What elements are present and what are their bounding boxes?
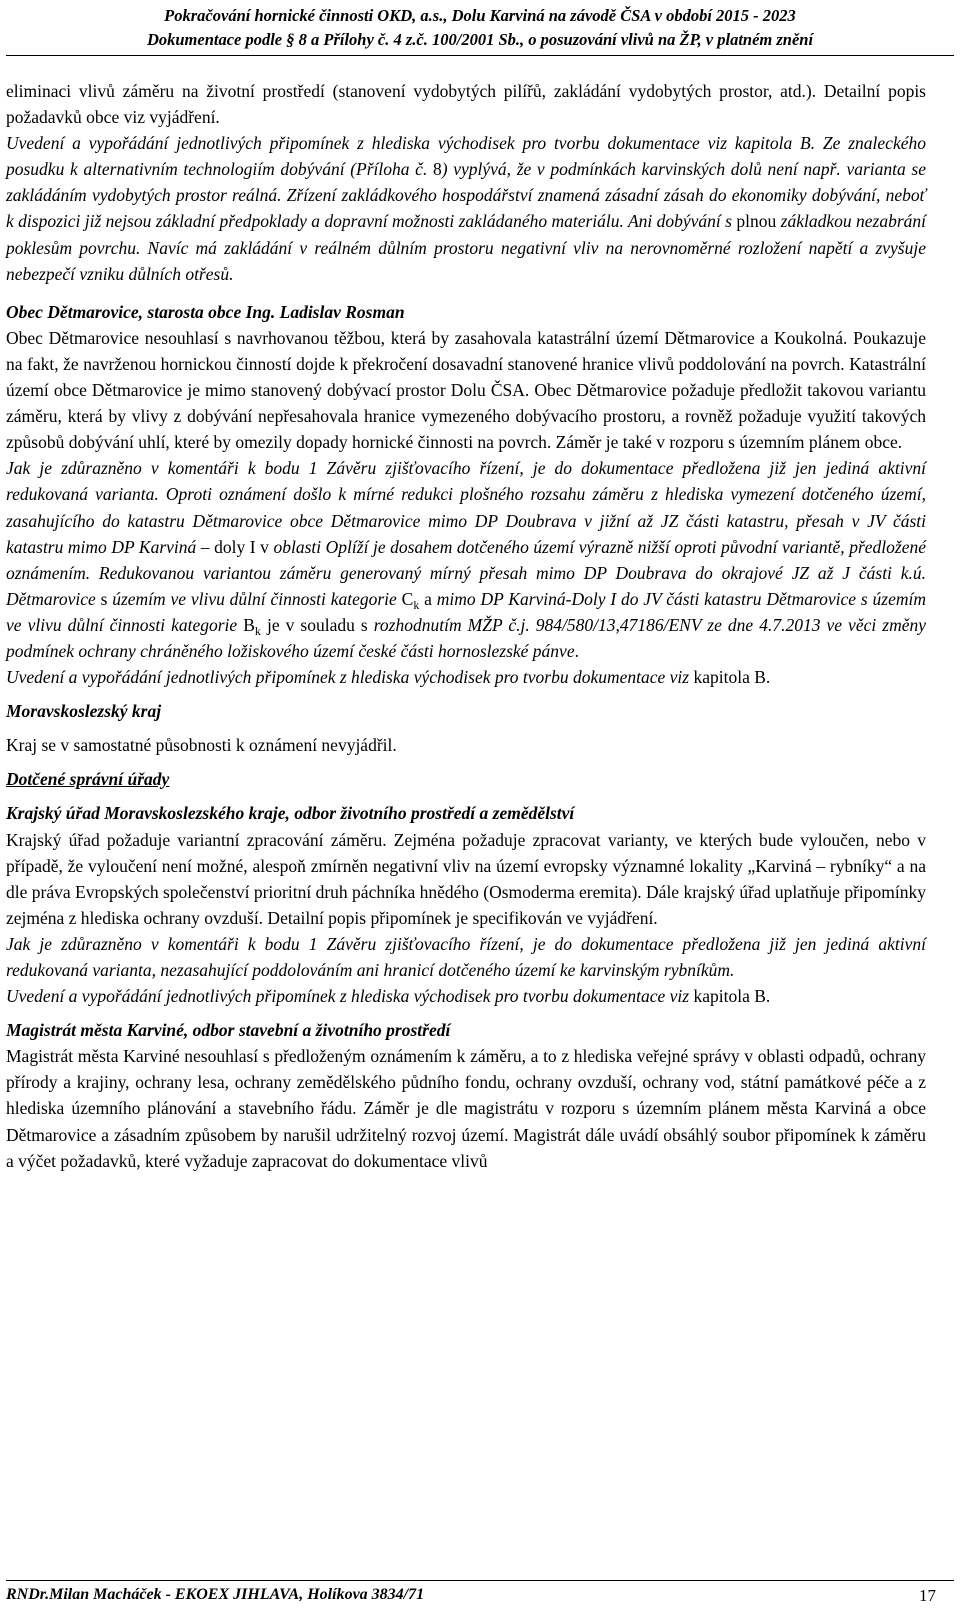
heading-obec-detmarovice: Obec Dětmarovice, starosta obce Ing. Ladislav Rosman <box>6 301 405 322</box>
paragraph-response-2: Jak je zdůrazněno v komentáři k bodu 1 Závěru zjišťovacího řízení, je do dokumentace předložena již jen jediná aktivní redukovaná varianta. Oproti oznámení došlo k mírné redukci plošného rozsahu záměru z hlediska vymezení dotčeného území, zasahujícího do katastru Dětmarovice obce Dětmarovice mimo DP Doubrava v jižní až JZ části katastru, přesah v JV části katastru mimo DP Karviná – doly I v oblasti Oplíží je dosahem dotčeného území výrazně nižší oproti původní variantě, předložené oznámením. Redukovanou variantou záměru generovaný mírný přesah mimo DP Doubrava do okrajové JZ až J části k.ú. Dětmarovice s územím ve vlivu důlní činnosti kategorie $C_k$ a mimo DP Karviná-Doly I do JV části katastru Dětmarovice s územím ve vlivu důlní činnosti kategorie $B_k$ je v souladu s rozhodnutím MŽP č.j. 984/580/13,47186/ENV ze dne 4.7.2013 ve věci změny podmínek ochrany chráněného ložiskového území české části hornoslezské pánve. <box>6 458 926 661</box>
heading-krajsky-urad: Krajský úřad Moravskoslezského kraje, odbor životního prostředí a zemědělství <box>6 803 575 824</box>
paragraph-obec-continuation: eliminaci vlivů záměru na životní prostředí (stanovení vydobytých pilířů, zakládání vydobytých prostor, atd.). Detailní popis požadavků obce viz vyjádření. <box>6 81 926 128</box>
paragraph-response-4: Jak je zdůrazněno v komentáři k bodu 1 Závěru zjišťovacího řízení, je do dokumentace předložena již jen jediná aktivní redukovaná varianta, nezasahující poddolováním ani hranicí dotčeného území ke karvinským rybníkům. <box>6 933 926 980</box>
header-divider <box>6 55 954 56</box>
paragraph-detmarovice: Obec Dětmarovice nesouhlasí s navrhovanou těžbou, která by zasahovala katastrální území Dětmarovice a Koukolná. Poukazuje na fakt, že navrženou hornickou činností dojde k překročení dosavadní stanovené hranice vlivů poddolování na povrch. Katastrální území obce Dětmarovice je mimo stanovený dobývací prostor Dolu ČSA. Obec Dětmarovice požaduje předložit takovou variantu záměru, která by vlivy z dobývání nepřesahovala hranice vymezeného dobývacího prostoru, a rovněž požaduje využití takových způsobů dobývání uhlí, které by omezily dopady hornické činnosti na povrch. Záměr je také v rozporu s územním plánem obce. <box>6 327 926 453</box>
paragraph-response-1: Uvedení a vypořádání jednotlivých připomínek z hlediska východisek pro tvorbu dokumentace viz kapitola B. Ze znaleckého posudku k alternativním technologiím dobývání (Příloha č. 8) vyplývá, že v podmínkách karvinských dolů není např. varianta se zakládáním vydobytých prostor reálná. Zřízení zakládkového hospodářství znamená zásadní zásah do ekonomiky dobývání, neboť k dispozici již nejsou základní předpoklady a dopravní možnosti zakládaného materiálu. Ani dobývání s plnou základkou nezabrání poklesům povrchu. Navíc má zakládání v reálném důlním prostoru negativní vliv na nerovnoměrné rozložení napětí a zvyšuje nebezpečí vzniku důlních otřesů. <box>6 133 926 284</box>
running-header-subtitle: Dokumentace podle § 8 a Přílohy č. 4 z.č. 100/2001 Sb., o posuzování vlivů na ŽP, v platném znění <box>146 30 814 49</box>
paragraph-response-5: Uvedení a vypořádání jednotlivých připomínek z hlediska východisek pro tvorbu dokumentace viz kapitola B. <box>6 986 771 1007</box>
heading-magistrat: Magistrát města Karviné, odbor stavební a životního prostředí <box>6 1020 451 1041</box>
footer-author: RNDr.Milan Macháček - EKOEX JIHLAVA, Holíkova 3834/71 <box>6 1586 425 1603</box>
paragraph-magistrat: Magistrát města Karviné nesouhlasí s předloženým oznámením k záměru, a to z hlediska veřejné správy v oblasti odpadů, ochrany přírody a krajiny, ochrany lesa, ochrany zemědělského půdního fondu, ochrany ovzduší, ochrany vod, státní památkové péče a z hlediska územního plánování a stavebního řádu. Záměr je dle magistrátu v rozporu s územním plánem města Karviná a obce Dětmarovice a zásadním způsobem by narušil udržitelný rozvoj území. Magistrát dále uvádí obsáhlý soubor připomínek k záměru a výčet požadavků, které vyžaduje zapracovat do dokumentace vlivů <box>6 1046 926 1171</box>
paragraph-krajsky-urad: Krajský úřad požaduje variantní zpracování záměru. Zejména požaduje zpracovat varianty, ve kterých bude vyloučen, nebo v případě, že vyloučení není možné, alespoň zmírněn negativní vliv na území evropsky významné lokality „Karviná – rybníky“ a na dle práva Evropských společenství prioritní druh páchníka hnědého (Osmoderma eremita). Dále krajský úřad uplatňuje připomínky zejména z hlediska ochrany ovzduší. Detailní popis připomínek je specifikován ve vyjádření. <box>6 829 926 928</box>
heading-moravskoslezsky-kraj: Moravskoslezský kraj <box>6 701 162 722</box>
page-body <box>6 78 926 1174</box>
page-footer <box>6 1586 954 1612</box>
page-number: 17 <box>919 1586 936 1605</box>
paragraph-kraj: Kraj se v samostatné působnosti k oznámení nevyjádřil. <box>6 735 397 756</box>
running-header-title: Pokračování hornické činnosti OKD, a.s., Dolu Karviná na závodě ČSA v období 2015 - 2023 <box>164 6 796 25</box>
heading-dotcene-urady: Dotčené správní úřady <box>6 769 170 790</box>
footer-divider <box>6 1580 954 1581</box>
paragraph-response-3: Uvedení a vypořádání jednotlivých připomínek z hlediska východisek pro tvorbu dokumentace viz kapitola B. <box>6 667 771 688</box>
